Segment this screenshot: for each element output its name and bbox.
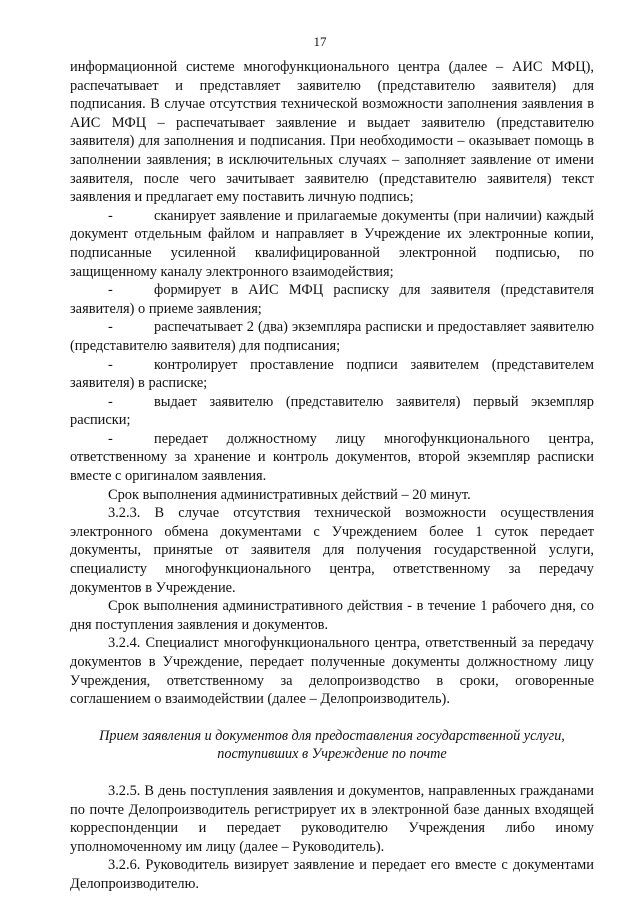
- list-item: [70, 318, 594, 355]
- list-dash: -: [108, 356, 113, 373]
- list-item: [70, 207, 594, 281]
- list-item-text: контролирует проставление подписи заявителем (представителем заявителя) в расписке;: [70, 356, 594, 392]
- list-item: [70, 393, 594, 430]
- list-item: [70, 281, 594, 318]
- document-body: [70, 58, 594, 894]
- paragraph-intro: информационной системе многофункционального центра (далее – АИС МФЦ), распечатывает и представляет заявителю (представителю заявителя) для подписания. В случае отсутствия технической возможности заполнения заявления в АИС МФЦ – распечатывает заявление и выдает заявителю (представителю заявителя) для заполнения и подписания. При необходимости – оказывает помощь в заполнении заявления; в исключительных случаях – заполняет заявление от имени заявителя, после чего зачитывает заявителю (представителю заявителя) текст заявления и предлагает ему поставить личную подпись;: [70, 59, 594, 206]
- list-dash: -: [108, 282, 113, 299]
- paragraph-3-2-5: 3.2.5. В день поступления заявления и документов, направленных гражданами по почте Делопроизводитель регистрирует их в электронной базе данных входящей корреспонденции и передает руководителю Учреждения либо иному уполномоченному им лицу (далее – Руководитель).: [70, 782, 594, 855]
- list-item: [70, 430, 594, 486]
- list-dash: -: [108, 430, 113, 447]
- page-number: 17: [313, 34, 327, 49]
- list-item-text: формирует в АИС МФЦ расписку для заявителя (представителя заявителя) о приеме заявления;: [70, 282, 594, 317]
- paragraph-3-2-6: 3.2.6. Руководитель визирует заявление и передает его вместе с документами Делопроизводителю.: [70, 857, 594, 892]
- paragraph-3-2-4: 3.2.4. Специалист многофункционального центра, ответственный за передачу документов в Учреждение, передает полученные документы должностному лицу Учреждения, ответственному за делопроизводство в сроки, оговоренные соглашением о взаимодействии (далее – Делопроизводитель).: [70, 635, 594, 708]
- list-dash: -: [108, 207, 113, 224]
- paragraph-term-2: Срок выполнения административного действия - в течение 1 рабочего дня, со дня поступления заявления и документов.: [70, 598, 594, 633]
- list-item-text: выдает заявителю (представителю заявителя) первый экземпляр расписки;: [70, 393, 594, 429]
- paragraph-3-2-3: 3.2.3. В случае отсутствия технической возможности осуществления электронного обмена документами с Учреждением более 1 суток передает документы, принятые от заявителя для получения государственной услуги, специалисту многофункционального центра, ответственному за передачу документов в Учреждение.: [70, 505, 594, 596]
- paragraph-term-1: Срок выполнения административных действий – 20 минут.: [108, 486, 471, 503]
- list-item-text: передает должностному лицу многофункционального центра, ответственному за хранение и контроль документов, второй экземпляр расписки вместе с оригиналом заявления.: [70, 430, 594, 485]
- list-item-text: сканирует заявление и прилагаемые документы (при наличии) каждый документ отдельным файлом и направляет в Учреждение их электронные копии, подписанные усиленной квалифицированной электронной подписью, по защищенному каналу электронного взаимодействия;: [70, 207, 594, 280]
- section-heading-line-2: поступивших в Учреждение по почте: [217, 746, 447, 763]
- list-dash: -: [108, 393, 113, 410]
- list-item-text: распечатывает 2 (два) экземпляра расписки и предоставляет заявителю (представителю заявителя) для подписания;: [70, 319, 594, 354]
- section-heading-line-1: Прием заявления и документов для предоставления государственной услуги,: [99, 727, 565, 744]
- section-heading: [70, 727, 594, 764]
- list-dash: -: [108, 319, 113, 336]
- list-item: [70, 356, 594, 393]
